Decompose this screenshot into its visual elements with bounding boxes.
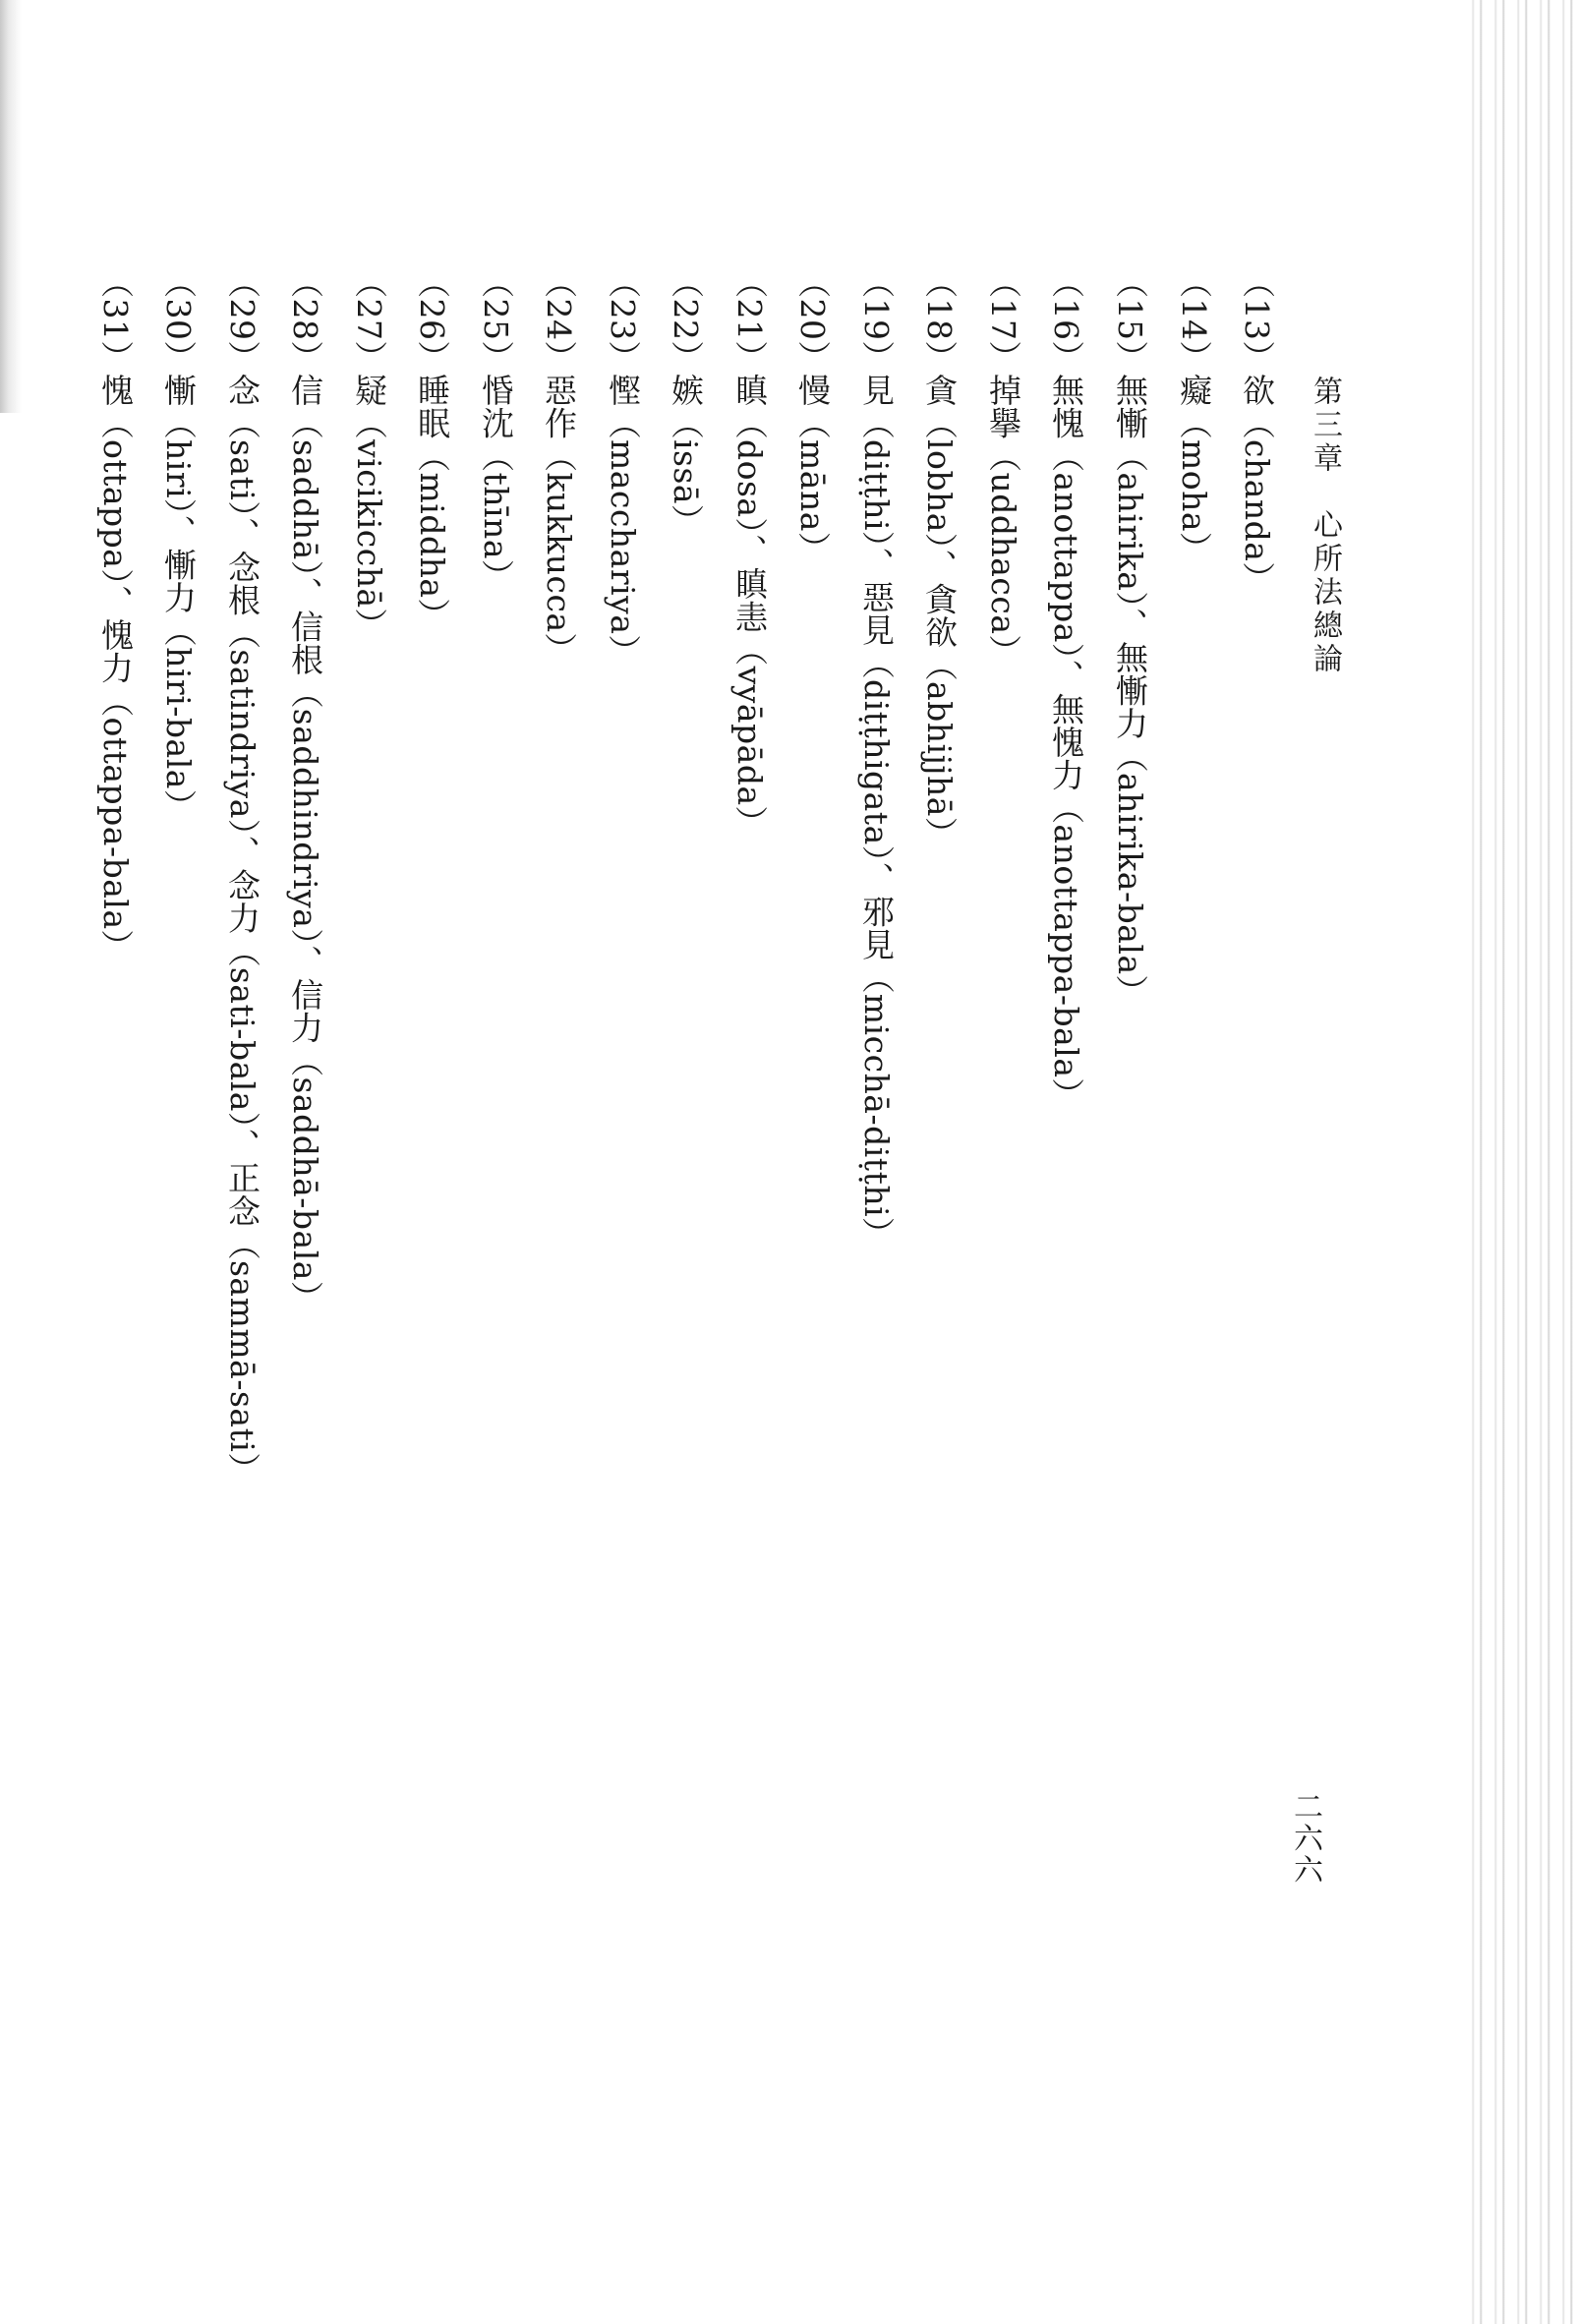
page-number: 二六六	[1288, 1791, 1322, 1886]
list-item: （26）睡眠（middha）	[413, 265, 451, 632]
list-item: （17）掉擧（uddhacca）	[984, 265, 1022, 668]
list-item: （25）惛沈（thīna）	[477, 265, 515, 593]
scan-shadow-left	[0, 0, 22, 413]
scan-edge-right	[1466, 0, 1574, 2324]
list-item: （13）欲（chanda）	[1238, 265, 1276, 595]
list-item: （29）念（sati）、念根（satindriya）、念力（sati-bala）、正念（sammā-sati）	[223, 265, 262, 1485]
list-item: （28）信（saddhā）、信根（saddhindriya）、信力（saddhā-bala）	[286, 265, 324, 1314]
list-item: （23）慳（macchariya）	[604, 265, 642, 668]
list-item: （15）無慚（ahirika）、無慚力（ahirika-bala）	[1111, 265, 1149, 1009]
list-item: （31）愧（ottappa）、愧力（ottappa-bala）	[96, 265, 135, 963]
list-item: （20）慢（māna）	[793, 265, 832, 565]
chapter-header: 第三章 心所法總論	[1308, 376, 1342, 676]
list-item: （18）貪（lobha）、貪欲（abhijjhā）	[920, 265, 959, 850]
list-item: （14）癡（moha）	[1175, 265, 1213, 565]
list-item: （27）疑（vicikicchā）	[350, 265, 388, 642]
list-item: （22）嫉（issā）	[667, 265, 705, 538]
list-item: （21）瞋（dosa）、瞋恚（vyāpāda）	[730, 265, 769, 840]
list-item: （24）惡作（kukkucca）	[540, 265, 578, 667]
list-item: （30）慚（hiri）、慚力（hiri-bala）	[159, 265, 198, 823]
list-item: （19）見（diṭṭhi）、惡見（diṭṭhigata）、邪見（micchā-diṭṭhi）	[857, 265, 896, 1250]
list-item: （16）無愧（anottappa）、無愧力（anottappa-bala）	[1047, 265, 1085, 1111]
